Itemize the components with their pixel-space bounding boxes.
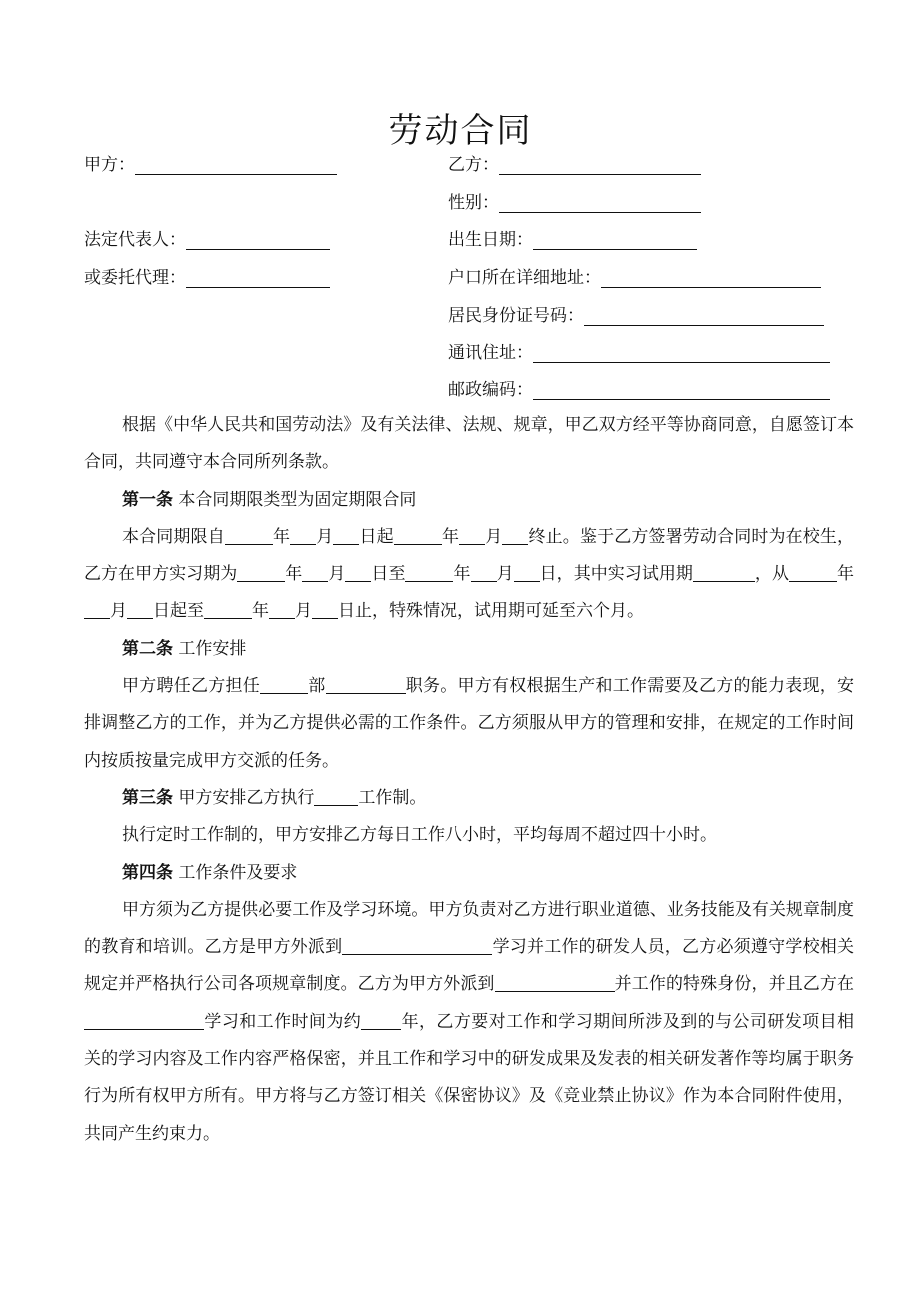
article-1-paragraph (84, 519, 854, 631)
article-4-paragraph (84, 892, 854, 1153)
text-segment: 本合同期限自 (122, 526, 225, 547)
blank-field[interactable] (405, 563, 453, 582)
blank-field[interactable] (290, 526, 316, 545)
article-3-number: 第三条 (122, 787, 173, 808)
party-b-label: 乙方： (448, 155, 499, 175)
birth-date-field (448, 230, 697, 250)
text-segment: 日止，特殊情况，试用期可延至六个月。 (338, 601, 644, 622)
blank-field[interactable] (789, 563, 837, 582)
text-segment: 甲方须为乙方提供必要工作及学习环境。甲方负责对乙方进行职业道德、业务技能及有关规章制度的教育和培训。乙方是甲方外派到 (84, 899, 854, 958)
text-segment: 终止。鉴于乙方签署劳动合同时为在校生，乙方在甲方实习期为 (84, 526, 855, 585)
blank-field[interactable] (361, 1011, 401, 1030)
text-segment: 日起 (359, 526, 394, 547)
text-segment: 月 (328, 564, 346, 585)
blank-field[interactable] (693, 563, 755, 582)
id-number-field (448, 306, 824, 326)
postcode-label: 邮政编码： (448, 380, 533, 400)
article-4-number: 第四条 (122, 862, 173, 883)
article-2-title: 工作安排 (178, 638, 247, 659)
text-segment: ，从 (754, 564, 789, 585)
blank-field[interactable] (514, 563, 540, 582)
article-1-title: 本合同期限类型为固定期限合同 (178, 489, 417, 510)
text-segment: 年，乙方要对工作和学习期间所涉及到的与公司研发项目相关的学习内容及工作内容严格保密，并且工作和学习中的研发成果及发表的相关研发著作等均属于职务行为所有权甲方所有。甲方将与乙方签订相关《保密协议》及《竞业禁止协议》作为本合同附件使用，共同产生约束力。 (84, 1011, 855, 1144)
legal-rep-label: 法定代表人： (84, 230, 186, 250)
blank-field[interactable] (237, 563, 285, 582)
blank-field[interactable] (345, 563, 371, 582)
legal-rep-field (84, 230, 330, 250)
blank-field[interactable] (394, 526, 442, 545)
agent-field (84, 268, 330, 288)
article-3-paragraph: 执行定时工作制的，甲方安排乙方每日工作八小时，平均每周不超过四十小时。 (122, 825, 717, 846)
text-segment: 日至 (371, 564, 406, 585)
text-segment: 年 (272, 526, 291, 547)
text-segment: 甲方聘任乙方担任 (122, 676, 260, 697)
mail-address-field (448, 343, 830, 363)
party-a-blank[interactable] (135, 156, 337, 175)
text-segment: 学习和工作时间为约 (204, 1011, 362, 1032)
text-segment: 年 (441, 526, 460, 547)
agent-blank[interactable] (186, 269, 330, 288)
id-number-blank[interactable] (584, 307, 824, 326)
blank-field[interactable] (459, 526, 485, 545)
text-segment: 日起至 (153, 601, 204, 622)
blank-field[interactable] (495, 973, 615, 992)
id-number-label: 居民身份证号码： (448, 306, 584, 326)
text-segment: 学习并工作的研发人员，乙方必须遵守学校相关规定并严格执行公司各项规章制度。乙方为甲方外派到 (84, 937, 855, 995)
blank-field[interactable] (84, 600, 110, 619)
gender-label: 性别： (448, 193, 499, 213)
party-a-label: 甲方： (84, 155, 135, 175)
text-segment: 并工作的特殊身份，并且乙方在 (614, 974, 855, 995)
agent-label: 或委托代理： (84, 268, 186, 288)
text-segment: 年 (453, 564, 471, 585)
blank-field[interactable] (269, 600, 295, 619)
intro-paragraph: 根据《中华人民共和国劳动法》及有关法律、法规、规章，甲乙双方经平等协商同意，自愿签订本合同，共同遵守本合同所列条款。 (84, 415, 854, 473)
text-segment: 月 (496, 564, 514, 585)
text-segment: 月 (485, 526, 503, 547)
party-a-field (84, 155, 337, 175)
article-2-heading (84, 631, 854, 668)
blank-field[interactable] (333, 526, 359, 545)
postcode-field (448, 380, 830, 400)
gender-field (448, 193, 701, 213)
birth-date-label: 出生日期： (448, 230, 533, 250)
text-segment: 月 (110, 601, 127, 622)
blank-field[interactable] (127, 600, 153, 619)
article-4-title: 工作条件及要求 (178, 862, 298, 883)
blank-field[interactable] (225, 526, 273, 545)
text-segment: 年 (285, 564, 303, 585)
article-2-paragraph (84, 668, 854, 780)
postcode-blank[interactable] (533, 381, 830, 400)
contract-body (84, 407, 854, 1153)
text-segment: 月 (295, 601, 312, 622)
hukou-address-field (448, 268, 821, 288)
text-segment: 部 (308, 676, 326, 697)
article-1-heading (84, 482, 854, 519)
gender-blank[interactable] (499, 194, 701, 213)
mail-address-blank[interactable] (533, 344, 830, 363)
document-title: 劳动合同 (388, 110, 533, 151)
text-segment: 月 (316, 526, 334, 547)
article-1-number: 第一条 (122, 489, 173, 510)
hukou-address-label: 户口所在详细地址： (448, 268, 601, 288)
text-segment: 年 (252, 601, 269, 622)
birth-date-blank[interactable] (533, 231, 697, 250)
text-segment: 甲方安排乙方执行 (178, 787, 315, 808)
blank-field[interactable] (314, 787, 358, 806)
mail-address-label: 通讯住址： (448, 343, 533, 363)
article-2-number: 第二条 (122, 638, 173, 659)
text-segment: 工作制。 (358, 787, 427, 808)
blank-field[interactable] (302, 563, 328, 582)
blank-field[interactable] (471, 563, 497, 582)
blank-field[interactable] (84, 1011, 204, 1030)
legal-rep-blank[interactable] (186, 231, 330, 250)
blank-field[interactable] (312, 600, 338, 619)
blank-field[interactable] (204, 600, 252, 619)
hukou-address-blank[interactable] (601, 269, 821, 288)
blank-field[interactable] (342, 936, 492, 955)
blank-field[interactable] (260, 675, 308, 694)
blank-field[interactable] (502, 526, 528, 545)
text-segment: 职务。甲方有权根据生产和工作需要及乙方的能力表现，安排调整乙方的工作，并为乙方提供必需的工作条件。乙方须服从甲方的管理和安排，在规定的工作时间内按质按量完成甲方交派的任务。 (84, 676, 854, 771)
party-b-field (448, 155, 701, 175)
text-segment: 年 (837, 564, 855, 585)
article-3-heading (84, 780, 854, 817)
blank-field[interactable] (326, 675, 406, 694)
text-segment: 日，其中实习试用期 (539, 564, 693, 585)
party-b-blank[interactable] (499, 156, 701, 175)
article-4-heading (84, 855, 854, 892)
